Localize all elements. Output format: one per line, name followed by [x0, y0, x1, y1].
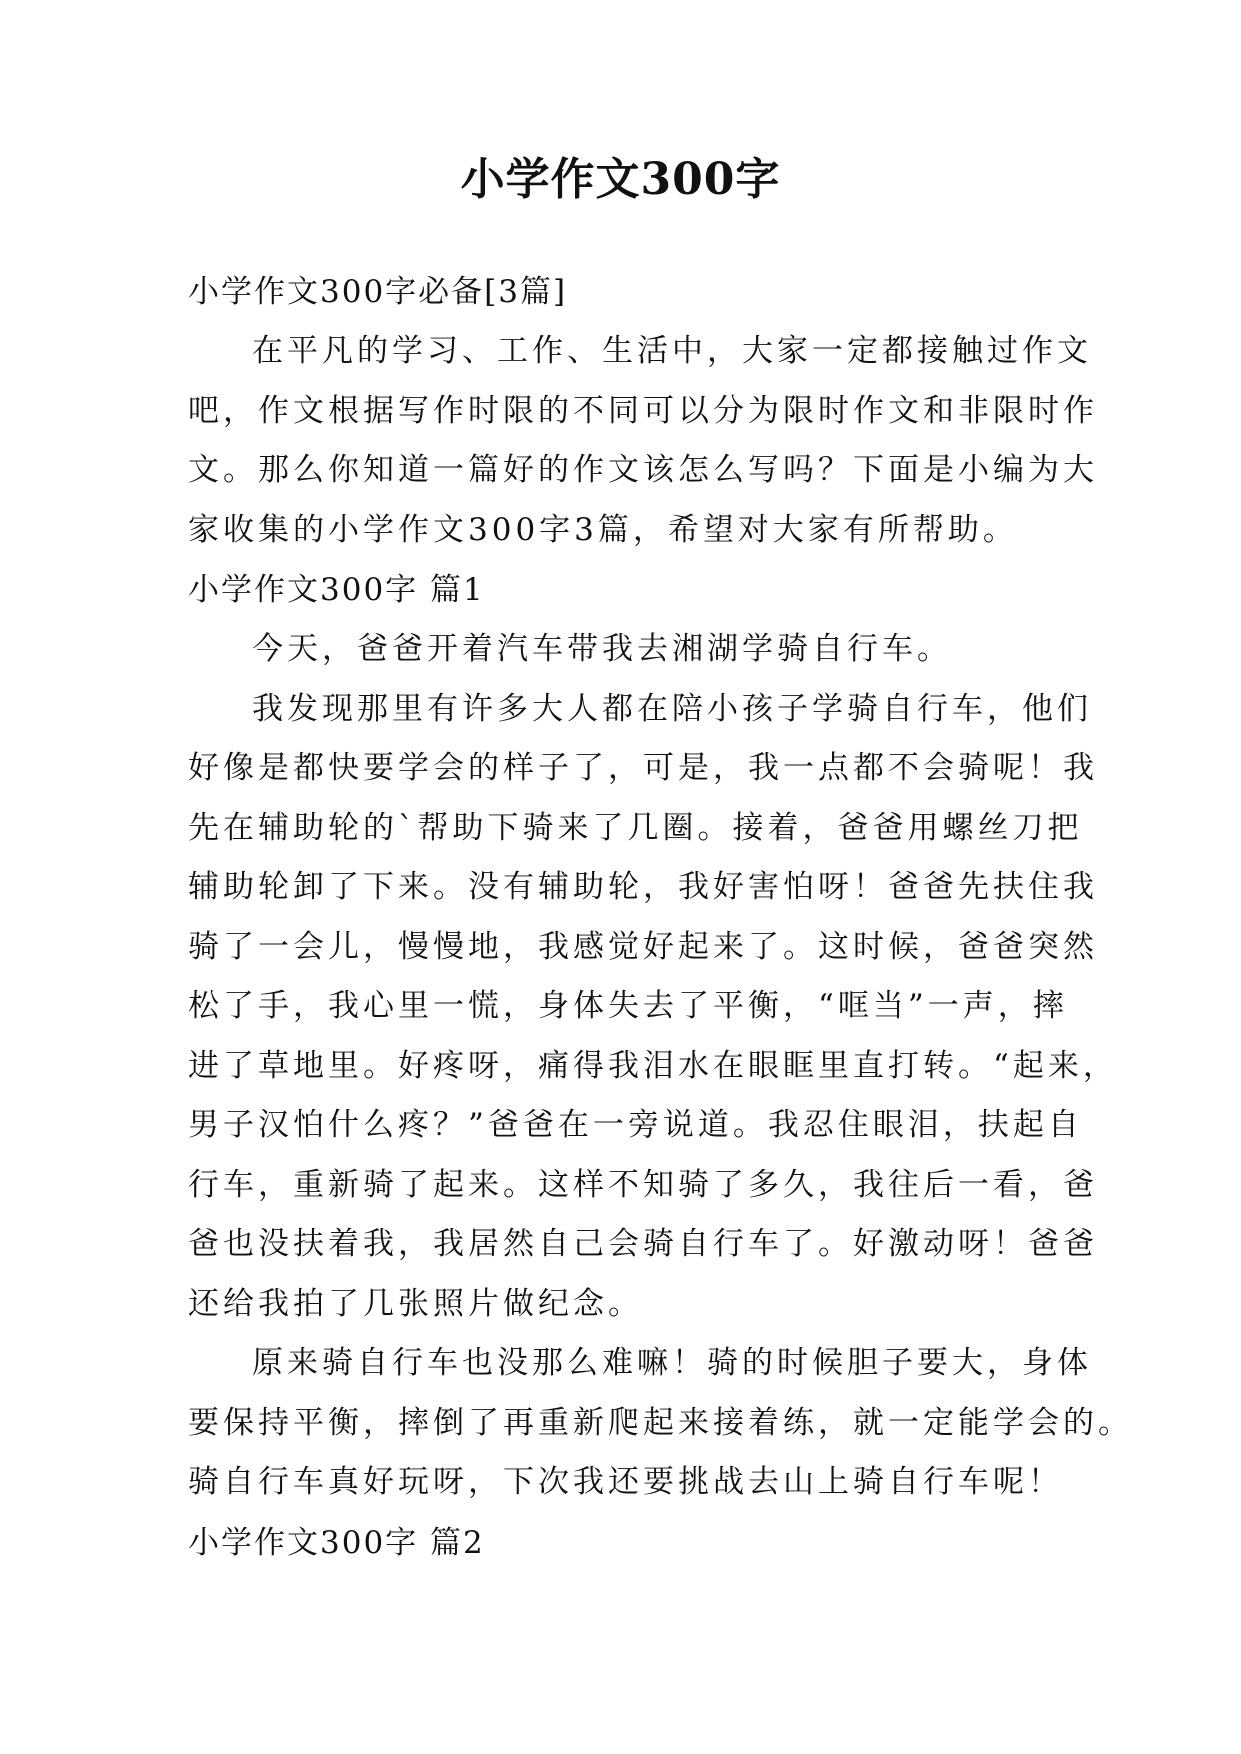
- paragraph-line: 还给我拍了几张照片做纪念。: [188, 1285, 643, 1322]
- paragraph-line: 先在辅助轮的`帮助下骑来了几圈。接着，爸爸用螺丝刀把: [188, 809, 1083, 846]
- intro-line: 文。那么你知道一篇好的作文该怎么写吗？下面是小编为大: [188, 452, 1098, 488]
- paragraph-line: 好像是都快要学会的样子了，可是，我一点都不会骑呢！我: [188, 750, 1098, 786]
- paragraph-1: [188, 620, 1068, 680]
- section-heading-2: 小学作文300字 篇2: [188, 1524, 485, 1561]
- paragraph-line: 要保持平衡，摔倒了再重新爬起来接着练，就一定能学会的。: [188, 1404, 1133, 1441]
- document-subtitle: 小学作文300字必备[3篇]: [188, 274, 568, 310]
- paragraph-line: 男子汉怕什么疼？”爸爸在一旁说道。我忍住眼泪，扶起自: [188, 1107, 1083, 1143]
- intro-line: 在平凡的学习、工作、生活中，大家一定都接触过作文: [252, 333, 1092, 369]
- document-title: 小学作文300字: [460, 154, 781, 205]
- paragraph-line: 进了草地里。好疼呀，痛得我泪水在眼眶里直打转。“起来，: [188, 1047, 1118, 1084]
- document-body: [188, 262, 1133, 1573]
- paragraph-2: [188, 680, 1118, 1335]
- section-heading-1: 小学作文300字 篇1: [188, 572, 485, 608]
- intro-paragraph: [188, 322, 1098, 560]
- paragraph-line: 辅助轮卸了下来。没有辅助轮，我好害怕呀！爸爸先扶住我: [188, 869, 1098, 905]
- paragraph-line: 骑自行车真好玩呀，下次我还要挑战去山上骑自行车呢！: [188, 1464, 1063, 1500]
- intro-line: 家收集的小学作文300字3篇，希望对大家有所帮助。: [188, 511, 1018, 548]
- paragraph-line: 原来骑自行车也没那么难嘛！骑的时候胆子要大，身体: [252, 1345, 1092, 1381]
- paragraph-line: 爸也没扶着我，我居然自己会骑自行车了。好激动呀！爸爸: [188, 1226, 1098, 1262]
- paragraph-3: [188, 1334, 1133, 1513]
- paragraph-line: 我发现那里有许多大人都在陪小孩子学骑自行车，他们: [252, 690, 1092, 727]
- paragraph-line: 骑了一会儿，慢慢地，我感觉好起来了。这时候，爸爸突然: [188, 928, 1098, 965]
- paragraph-line: 松了手，我心里一慌，身体失去了平衡，“哐当”一声，摔: [188, 988, 1068, 1024]
- paragraph-line: 行车，重新骑了起来。这样不知骑了多久，我往后一看，爸: [188, 1166, 1098, 1203]
- paragraph-line: 今天，爸爸开着汽车带我去湘湖学骑自行车。: [252, 631, 952, 667]
- intro-line: 吧，作文根据写作时限的不同可以分为限时作文和非限时作: [188, 392, 1098, 429]
